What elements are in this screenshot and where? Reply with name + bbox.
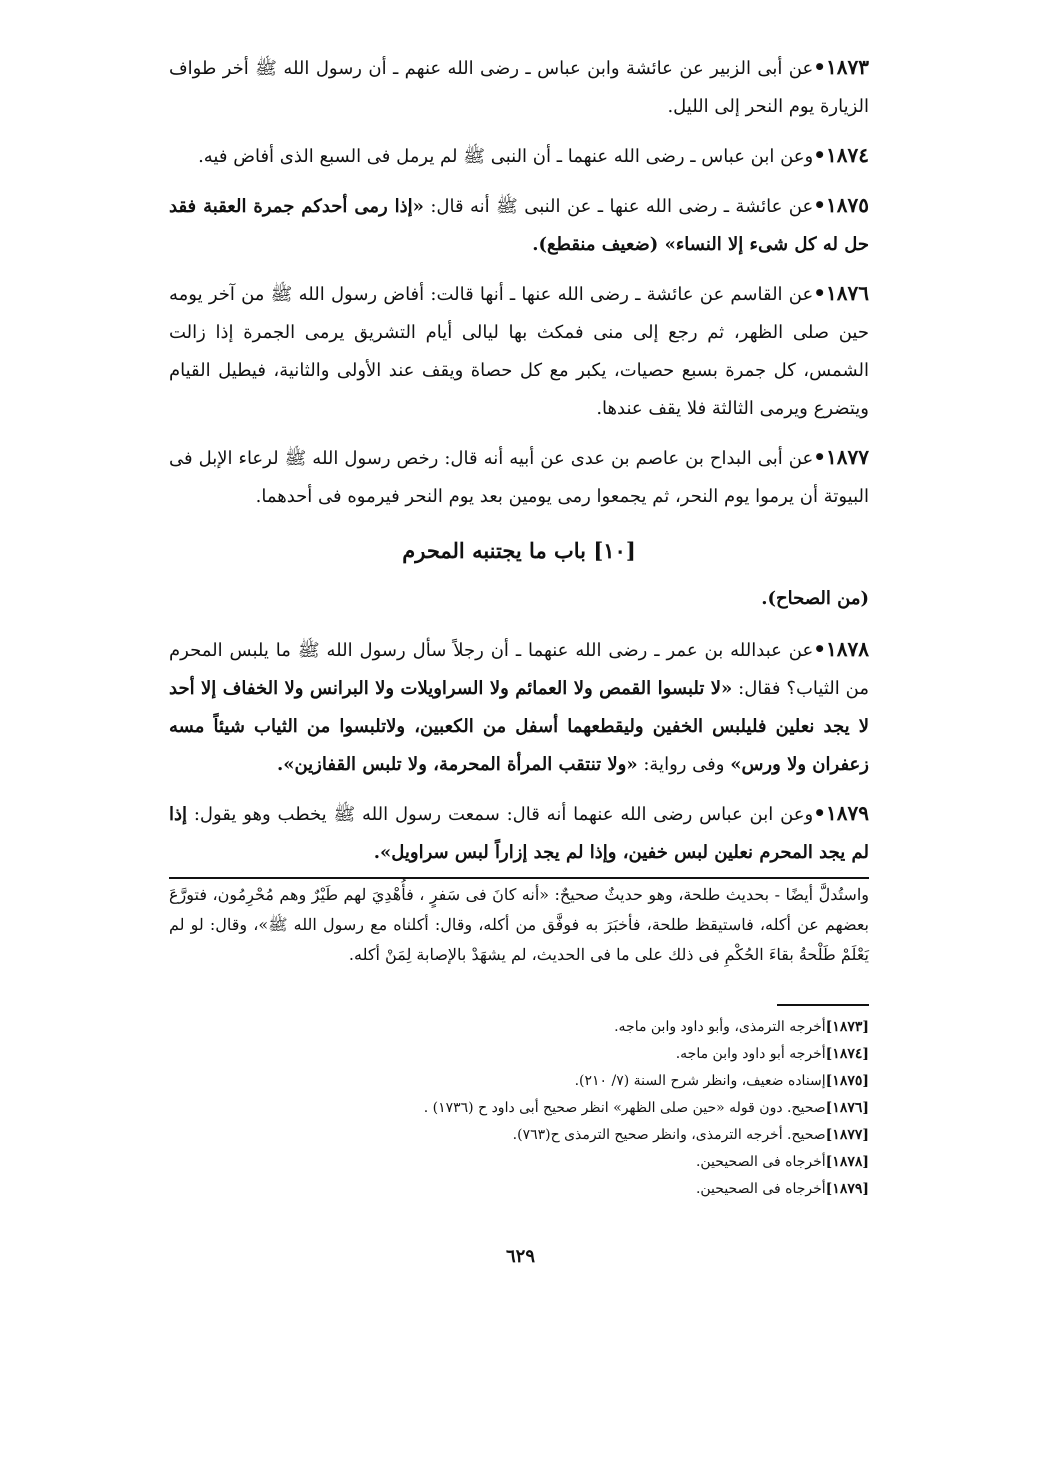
chapter-title: [١٠] باب ما يجتنبه المحرم: [402, 538, 636, 563]
reference-item: [309, 1095, 869, 1122]
hadith-2: [169, 794, 869, 872]
hadith-text: عن عائشة ـ رضى الله عنها ـ عن النبى ﷺ أنه قال:: [423, 196, 814, 217]
reference-text: أخرجه أبو داود وابن ماجه.: [675, 1046, 826, 1062]
hadith-quote: «إذا رمى أحدكم جمرة العقبة فقد حل له كل شىء إلا النساء» (ضعيف منقطع).: [169, 196, 869, 255]
hadith-2: [169, 136, 869, 176]
reference-text: أخرجاه فى الصحيحين.: [695, 1154, 826, 1170]
hadith-text: وفى رواية:: [637, 754, 731, 775]
hadith-list-bottom: [169, 630, 869, 872]
reference-item: [309, 1149, 869, 1176]
reference-text: صحيح. أخرجه الترمذى، وانظر صحيح الترمذى ح(٧٦٣).: [512, 1127, 826, 1143]
hadith-4: [169, 274, 869, 428]
reference-number: [١٨٧٤]: [825, 1046, 869, 1062]
reference-text: صحيح. دون قوله «حين صلى الظهر» انظر صحيح أبى داود ح (١٧٣٦) .: [423, 1100, 826, 1116]
chapter-section: [169, 526, 869, 882]
hadith-text: وعن ابن عباس ـ رضى الله عنهما ـ أن النبى ﷺ لم يرمل فى السبع الذى أفاض فيه.: [198, 146, 814, 167]
hadith-text: وعن ابن عباس رضى الله عنهما أنه قال: سمعت رسول الله ﷺ يخطب وهو يقول:: [187, 804, 814, 825]
commentary: واستُدلَّ أيضًا - بحديث طلحة، وهو حديثٌ صحيحٌ: «أنه كانَ فى سَفرٍ ، فأُهْدِيَ لهم طَيْرٌ وهم مُحْرِمُون، فتورَّعَ بعضهم عن أكله، فاستيقظ طلحة، فأخبَرَ به فوفَّق من أكله، وقال: أكلناه مع رسول الله ﷺ»، وقال: لو لم يَعْلَمْ طَلْحةُ بقاءَ الحُكْمِ فى ذلك على ما فى الحديث، لم يشهَدْ بالإصابة لِمَنْ أكله.: [169, 885, 869, 964]
hadith-text: عن القاسم عن عائشة ـ رضى الله عنها ـ أنها قالت: أفاض رسول الله ﷺ من آخر يومه حين صلى الظهر، ثم رجع إلى منى فمكث بها ليالى أيام التشريق يرمى الجمرة إذا زالت الشمس، كل جمرة بسبع حصيات، يكبر مع كل حصاة ويقف عند الأولى والثانية، فيطيل القيام ويتضرع ويرمى الثالثة فلا يقف عندها.: [169, 284, 869, 419]
hadith-text: عن عبدالله بن عمر ـ رضى الله عنهما ـ أن رجلاً سأل رسول الله ﷺ ما يلبس المحرم من الثياب؟ فقال:: [169, 640, 869, 699]
reference-item: [309, 1041, 869, 1068]
hadith-quote: إذا لم يجد المحرم نعلين لبس خفين، وإذا لم يجد إزاراً لبس سراويل».: [169, 804, 869, 863]
hadith-text: عن أبى البداح بن عاصم بن عدى عن أبيه أنه قال: رخص رسول الله ﷺ لرعاء الإبل فى البيوتة أن يرموا يوم النحر، ثم يجمعوا رمى يومين بعد يوم النحر فيرموه فى أحدهما.: [169, 448, 869, 507]
section-title: (من الصحاح).: [761, 588, 869, 609]
hadith-number: ١٨٧٥: [826, 193, 869, 217]
hadith-list-top: [169, 48, 869, 526]
references-separator: [777, 1004, 869, 1006]
reference-item: [309, 1068, 869, 1095]
hadith-number-bullet: •: [813, 55, 827, 79]
hadith-3: [169, 186, 869, 264]
hadith-number: ١٨٧٦: [826, 281, 869, 305]
hadith-5: [169, 438, 869, 516]
reference-number: [١٨٧٨]: [825, 1154, 869, 1170]
page-number: ٦٢٩: [505, 1246, 535, 1267]
reference-number: [١٨٧٣]: [825, 1019, 869, 1035]
reference-item: [309, 1014, 869, 1041]
reference-number: [١٨٧٧]: [825, 1127, 869, 1143]
hadith-quote: «لا تلبسوا القمص ولا العمائم ولا السراويلات ولا البرانس ولا الخفاف إلا أحد لا يجد نعلين فليلبس الخفين وليقطعهما أسفل من الكعبين، ولاتلبسوا من الثياب شيئاً مسه زعفران ولا ورس»: [169, 678, 869, 775]
hadith-number-bullet: •: [813, 193, 827, 217]
reference-text: أخرجه الترمذى، وأبو داود وابن ماجه.: [614, 1019, 826, 1035]
reference-item: [309, 1176, 869, 1203]
reference-number: [١٨٧٦]: [825, 1100, 869, 1116]
hadith-1: [169, 48, 869, 126]
reference-number: [١٨٧٥]: [825, 1073, 869, 1089]
hadith-number-bullet: •: [813, 281, 827, 305]
hadith-number: ١٨٧٨: [826, 637, 869, 661]
reference-text: إسناده ضعيف، وانظر شرح السنة (٧/ ٢١٠).: [574, 1073, 826, 1089]
reference-number: [١٨٧٩]: [825, 1181, 869, 1197]
hadith-number: ١٨٧٣: [826, 55, 869, 79]
hadith-number-bullet: •: [813, 143, 827, 167]
hadith-number: ١٨٧٧: [826, 445, 869, 469]
reference-item: [309, 1122, 869, 1149]
hadith-number: ١٨٧٤: [826, 143, 869, 167]
reference-text: أخرجاه فى الصحيحين.: [695, 1181, 826, 1197]
hadith-1: [169, 630, 869, 784]
hadith-quote: «ولا تنتقب المرأة المحرمة، ولا تلبس القفازين».: [276, 754, 638, 775]
hadith-number-bullet: •: [813, 637, 827, 661]
references-list: [309, 1014, 869, 1203]
hadith-number-bullet: •: [813, 445, 827, 469]
hadith-number: ١٨٧٩: [826, 801, 869, 825]
hadith-text: عن أبى الزبير عن عائشة وابن عباس ـ رضى الله عنهم ـ أن رسول الله ﷺ أخر طواف الزيارة يوم النحر إلى الليل.: [169, 58, 869, 117]
hadith-number-bullet: •: [813, 801, 827, 825]
footnote-separator: [169, 877, 869, 879]
